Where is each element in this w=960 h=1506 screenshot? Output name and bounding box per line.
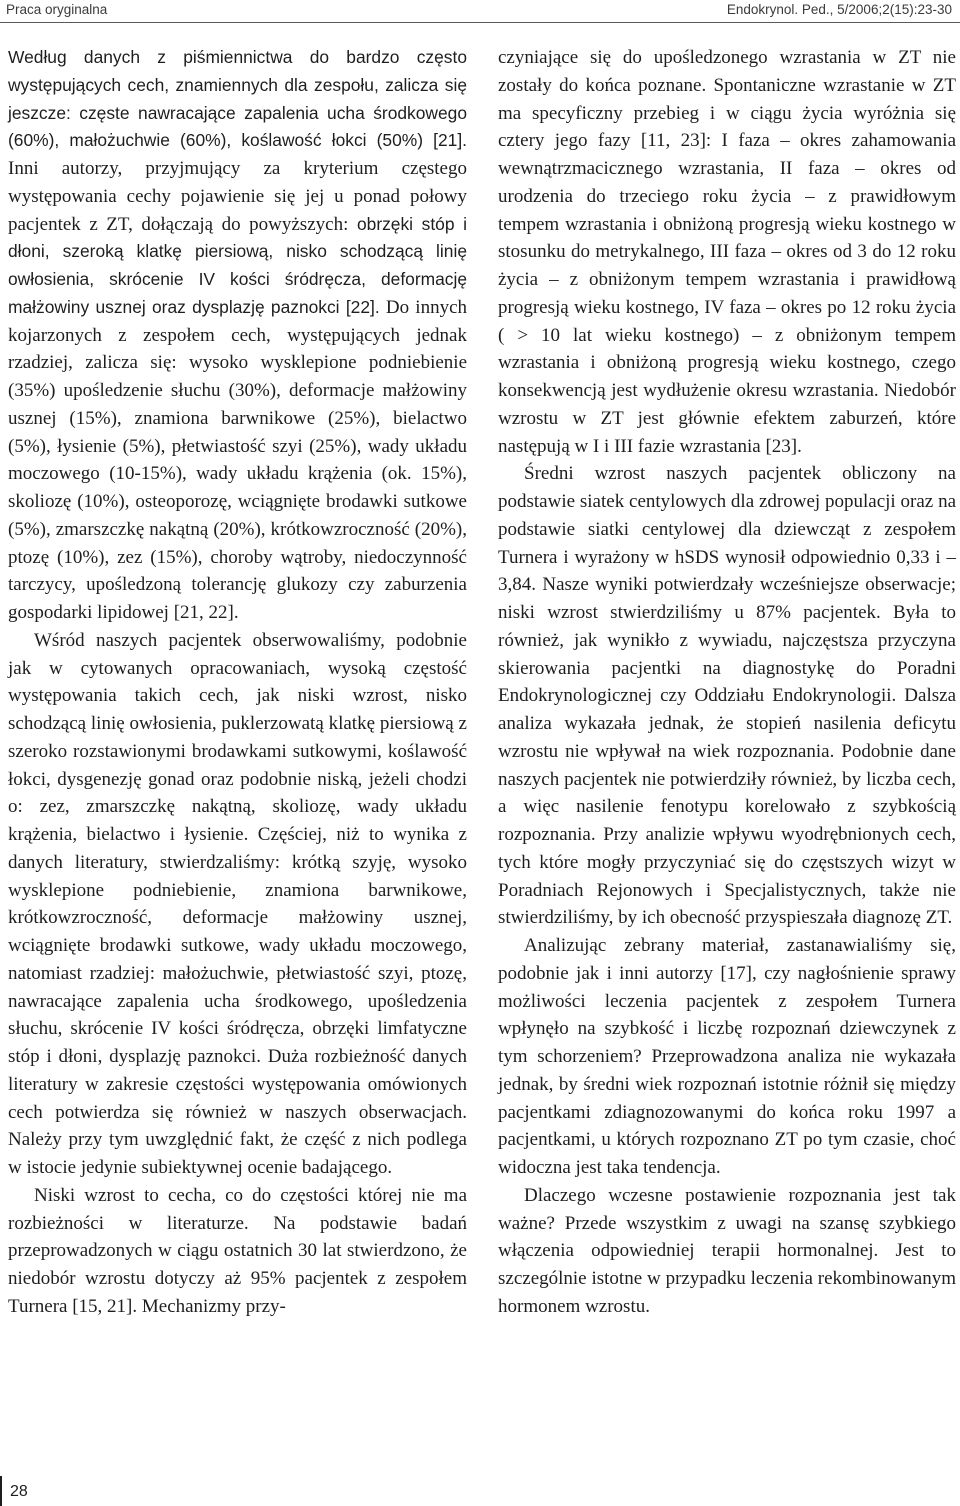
paragraph [8, 44, 467, 627]
paragraph: Wśród naszych pacjentek obserwowaliśmy, podobnie jak w cytowanych opracowaniach, wysoką częstość występowania takich cech, jak niski wzrost, nisko schodzącą linię owłosienia, puklerzowatą klatkę piersiową z szeroko rozstawionymi brodawkami sutkowymi, koślawość łokci, dysgenezję gonad oraz podobnie niską, jeżeli chodzi o: zez, zmarszczkę nakątną, skoliozę, wady układu krążenia, bielactwo i łysienie. Częściej, niż to wynika z danych literatury, stwierdzaliśmy: krótką szyję, wysoko wysklepione podniebienie, znamiona barwnikowe, krótkowzroczność, deformacje małżowiny usznej, wciągnięte brodawki sutkowe, wady układu moczowego, natomiast rzadziej: małożuchwie, płetwiastość szyi, ptozę, nawracające zapalenia ucha środkowego, upośledzenia słuchu, skrócenie IV kości śródręcza, obrzęki limfatyczne stóp i dłoni, dysplazję paznokci. Duża rozbieżność danych literatury w zakresie częstości występowania omówionych cech potwierdza się również w naszych obserwacjach. Należy przy tym uwzględnić fakt, że część z nich podlega w istocie jedynie subiektywnej ocenie badającego. [8, 629, 467, 1178]
page-number: 28 [10, 1483, 28, 1500]
paragraph-text: Według danych z piśmiennictwa do bardzo często występujących cech, znamiennych dla zespołu, zalicza się jeszcze: częste nawracające zapalenia ucha środkowego (60%), małożuchwie (60%), koślawość łokci (50%) [21]. [8, 47, 467, 151]
footer-rule [0, 1476, 2, 1506]
paragraph-text: obrzęki stóp i dłoni, szeroką klatkę piersiową, nisko schodzącą linię owłosienia, skrócenie IV kości śródręcza, deformację małżowiny usznej oraz dysplazję paznokci [22]. [8, 213, 467, 317]
paragraph: Średni wzrost naszych pacjentek obliczony na podstawie siatek centylowych dla zdrowej populacji oraz na podstawie siatki centylowej dla dziewcząt z zespołem Turnera i wyrażony w hSDS wynosił odpowiednio 0,33 i –3,84. Nasze wyniki potwierdzały wcześniejsze obserwacje; niski wzrost stwierdziliśmy u 87% pacjentek. Była to również, jak wynikło z wywiadu, najczęstsza przyczyna skierowania pacjentki na diagnostykę do Poradni Endokrynologicznej czy Oddziału Endokrynologii. Dalsza analiza wykazała jednak, że stopień nasilenia deficytu wzrostu nie wpływał na wiek rozpoznania. Podobnie dane naszych pacjentek nie potwierdziły również, by liczba cech, a więc nasilenie fenotypu korelowało z szybkością rozpoznania. Przy analizie wpływu wyodrębnionych cech, tych które mogły przyczyniać się do częstszych wizyt w Poradniach Rejonowych i Specjalistycznych, także nie stwierdziliśmy, by ich obecność przyspieszała diagnozę ZT. [498, 463, 956, 929]
paragraph-text: Inni autorzy, przyjmujący za kryterium częstego występowania cechy pojawienie się jej u ponad połowy pacjentek z ZT, dołączają do powyższych: [8, 158, 467, 235]
paragraph: czyniające się do upośledzonego wzrastania w ZT nie zostały do końca poznane. Spontaniczne wzrastanie w ZT ma specyficzny przebieg i w ciągu życia wyróżnia się cztery jego fazy [11, 23]: I faza – okres zahamowania wewnątrzmacicznego wzrastania, II faza – okres od urodzenia do trzeciego roku życia – z prawidłowym tempem wzrastania i obniżoną progresją wieku kostnego w stosunku do metrykalnego, III faza – okres od 3 do 12 roku życia – z obniżonym tempem wzrastania i prawidłową progresją wieku kostnego, IV faza – okres po 12 roku życia ( > 10 lat wieku kostnego) – z obniżonym tempem wzrastania i obniżoną progresją wieku kostnego, czego konsekwencją jest wydłużenie okresu wzrastania. Niedobór wzrostu w ZT jest głównie efektem zaburzeń, które następują w I i III fazie wzrastania [23]. [498, 47, 956, 457]
paragraph: Niski wzrost to cecha, co do częstości której nie ma rozbieżności w literaturze. Na podstawie badań przeprowadzonych w ciągu ostatnich 30 lat stwierdzono, że niedobór wzrostu dotyczy aż 95% pacjentek z zespołem Turnera [15, 21]. Mechanizmy przy- [8, 1184, 467, 1317]
journal-citation: Endokrynol. Ped., 5/2006;2(15):23-30 [726, 2, 952, 17]
article-type-label: Praca oryginalna [6, 2, 108, 17]
page-header [0, 0, 960, 23]
paragraph-text: Do innych kojarzonych z zespołem cech, występujących jednak rzadziej, zalicza się: wysoko wysklepione podniebienie (35%) upośledzenie słuchu (30%), deformacje małżowiny usznej (15%), znamiona barwnikowe (25%), bielactwo (5%), łysienie (5%), płetwiastość szyi (25%), wady układu moczowego (10-15%), wady układu krążenia (ok. 15%), skoliozę (10%), osteoporozę, wciągnięte brodawki sutkowe (5%), zmarszczkę nakątną (20%), krótkowzroczność (20%), ptozę (10%), zez (15%), choroby wątroby, niedoczynność tarczycy, upośledzoną tolerancję glukozy czy zaburzenia gospodarki lipidowej [21, 22]. [8, 296, 468, 623]
left-column [8, 44, 467, 1321]
paragraph: Analizując zebrany materiał, zastanawialiśmy się, podobnie jak i inni autorzy [17], czy nagłośnienie sprawy możliwości leczenia pacjentek z zespołem Turnera wpłynęło na szybkość i liczbę rozpoznań dziewczynek z tym schorzeniem? Przeprowadzona analiza nie wykazała jednak, by średni wiek rozpoznań istotnie różnił się między pacjentkami zdiagnozowanymi do końca roku 1997 a pacjentkami, u których rozpoznano ZT po tym czasie, choć widoczna jest taka tendencja. [498, 935, 956, 1178]
paragraph: Dlaczego wczesne postawienie rozpoznania jest tak ważne? Przede wszystkim z uwagi na szansę szybkiego włączenia odpowiedniej terapii hormonalnej. Jest to szczególnie istotne w przypadku leczenia rekombinowanym hormonem wzrostu. [498, 1184, 956, 1317]
right-column [498, 44, 956, 1321]
